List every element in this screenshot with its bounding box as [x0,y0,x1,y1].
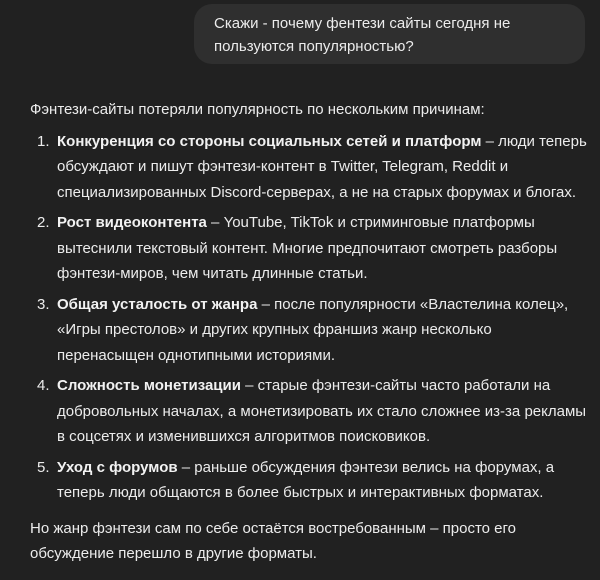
user-message-bubble [194,4,585,64]
assistant-intro: Фэнтези-сайты потеряли популярность по нескольким причинам: [30,101,485,118]
list-item-title: Уход с форумов [57,458,178,476]
assistant-message [30,97,590,567]
list-item [30,373,590,450]
list-item-number: 5. [37,458,50,476]
list-item-title: Общая усталость от жанра [57,295,258,313]
list-item [30,210,590,287]
list-item-number: 2. [37,214,50,231]
reasons-list [30,129,590,506]
list-item [30,129,590,206]
list-item [30,292,590,369]
user-message-text: Скажи - почему фентези сайты сегодня не пользуются популярностью? [214,15,511,55]
list-item-text: – после популярности «Властелина колец», «Игры престолов» и других крупных франшиз жанр несколько перенасыщен однотипными историями. [57,295,569,364]
list-item-title: Рост видеоконтента [57,214,207,231]
assistant-outro: Но жанр фэнтези сам по себе остаётся востребованным – просто его обсуждение перешло в другие форматы. [30,519,516,562]
list-item-number: 3. [37,295,50,313]
list-item-title: Сложность монетизации [57,377,241,394]
list-item-text: – YouTube, TikTok и стриминговые платформы вытеснили текстовый контент. Многие предпочитают смотреть разборы фэнтези-миров, чем читать длинные статьи. [57,214,558,282]
list-item-text: – старые фэнтези-сайты часто работали на добровольных началах, а монетизировать их стало сложнее из-за рекламы в соцсетях и изменившихся алгоритмов поисковиков. [57,377,587,445]
list-item [30,455,590,506]
list-item-title: Конкуренция со стороны социальных сетей и платформ [57,132,482,150]
list-item-number: 4. [37,377,50,394]
list-item-text: – раньше обсуждения фэнтези велись на форумах, а теперь люди общаются в более быстрых и интерактивных форматах. [57,458,555,501]
list-item-number: 1. [37,132,50,150]
list-item-text: – люди теперь обсуждают и пишут фэнтези-контент в Twitter, Telegram, Reddit и специализированных Discord-серверах, а не на старых форумах и блогах. [57,132,587,201]
